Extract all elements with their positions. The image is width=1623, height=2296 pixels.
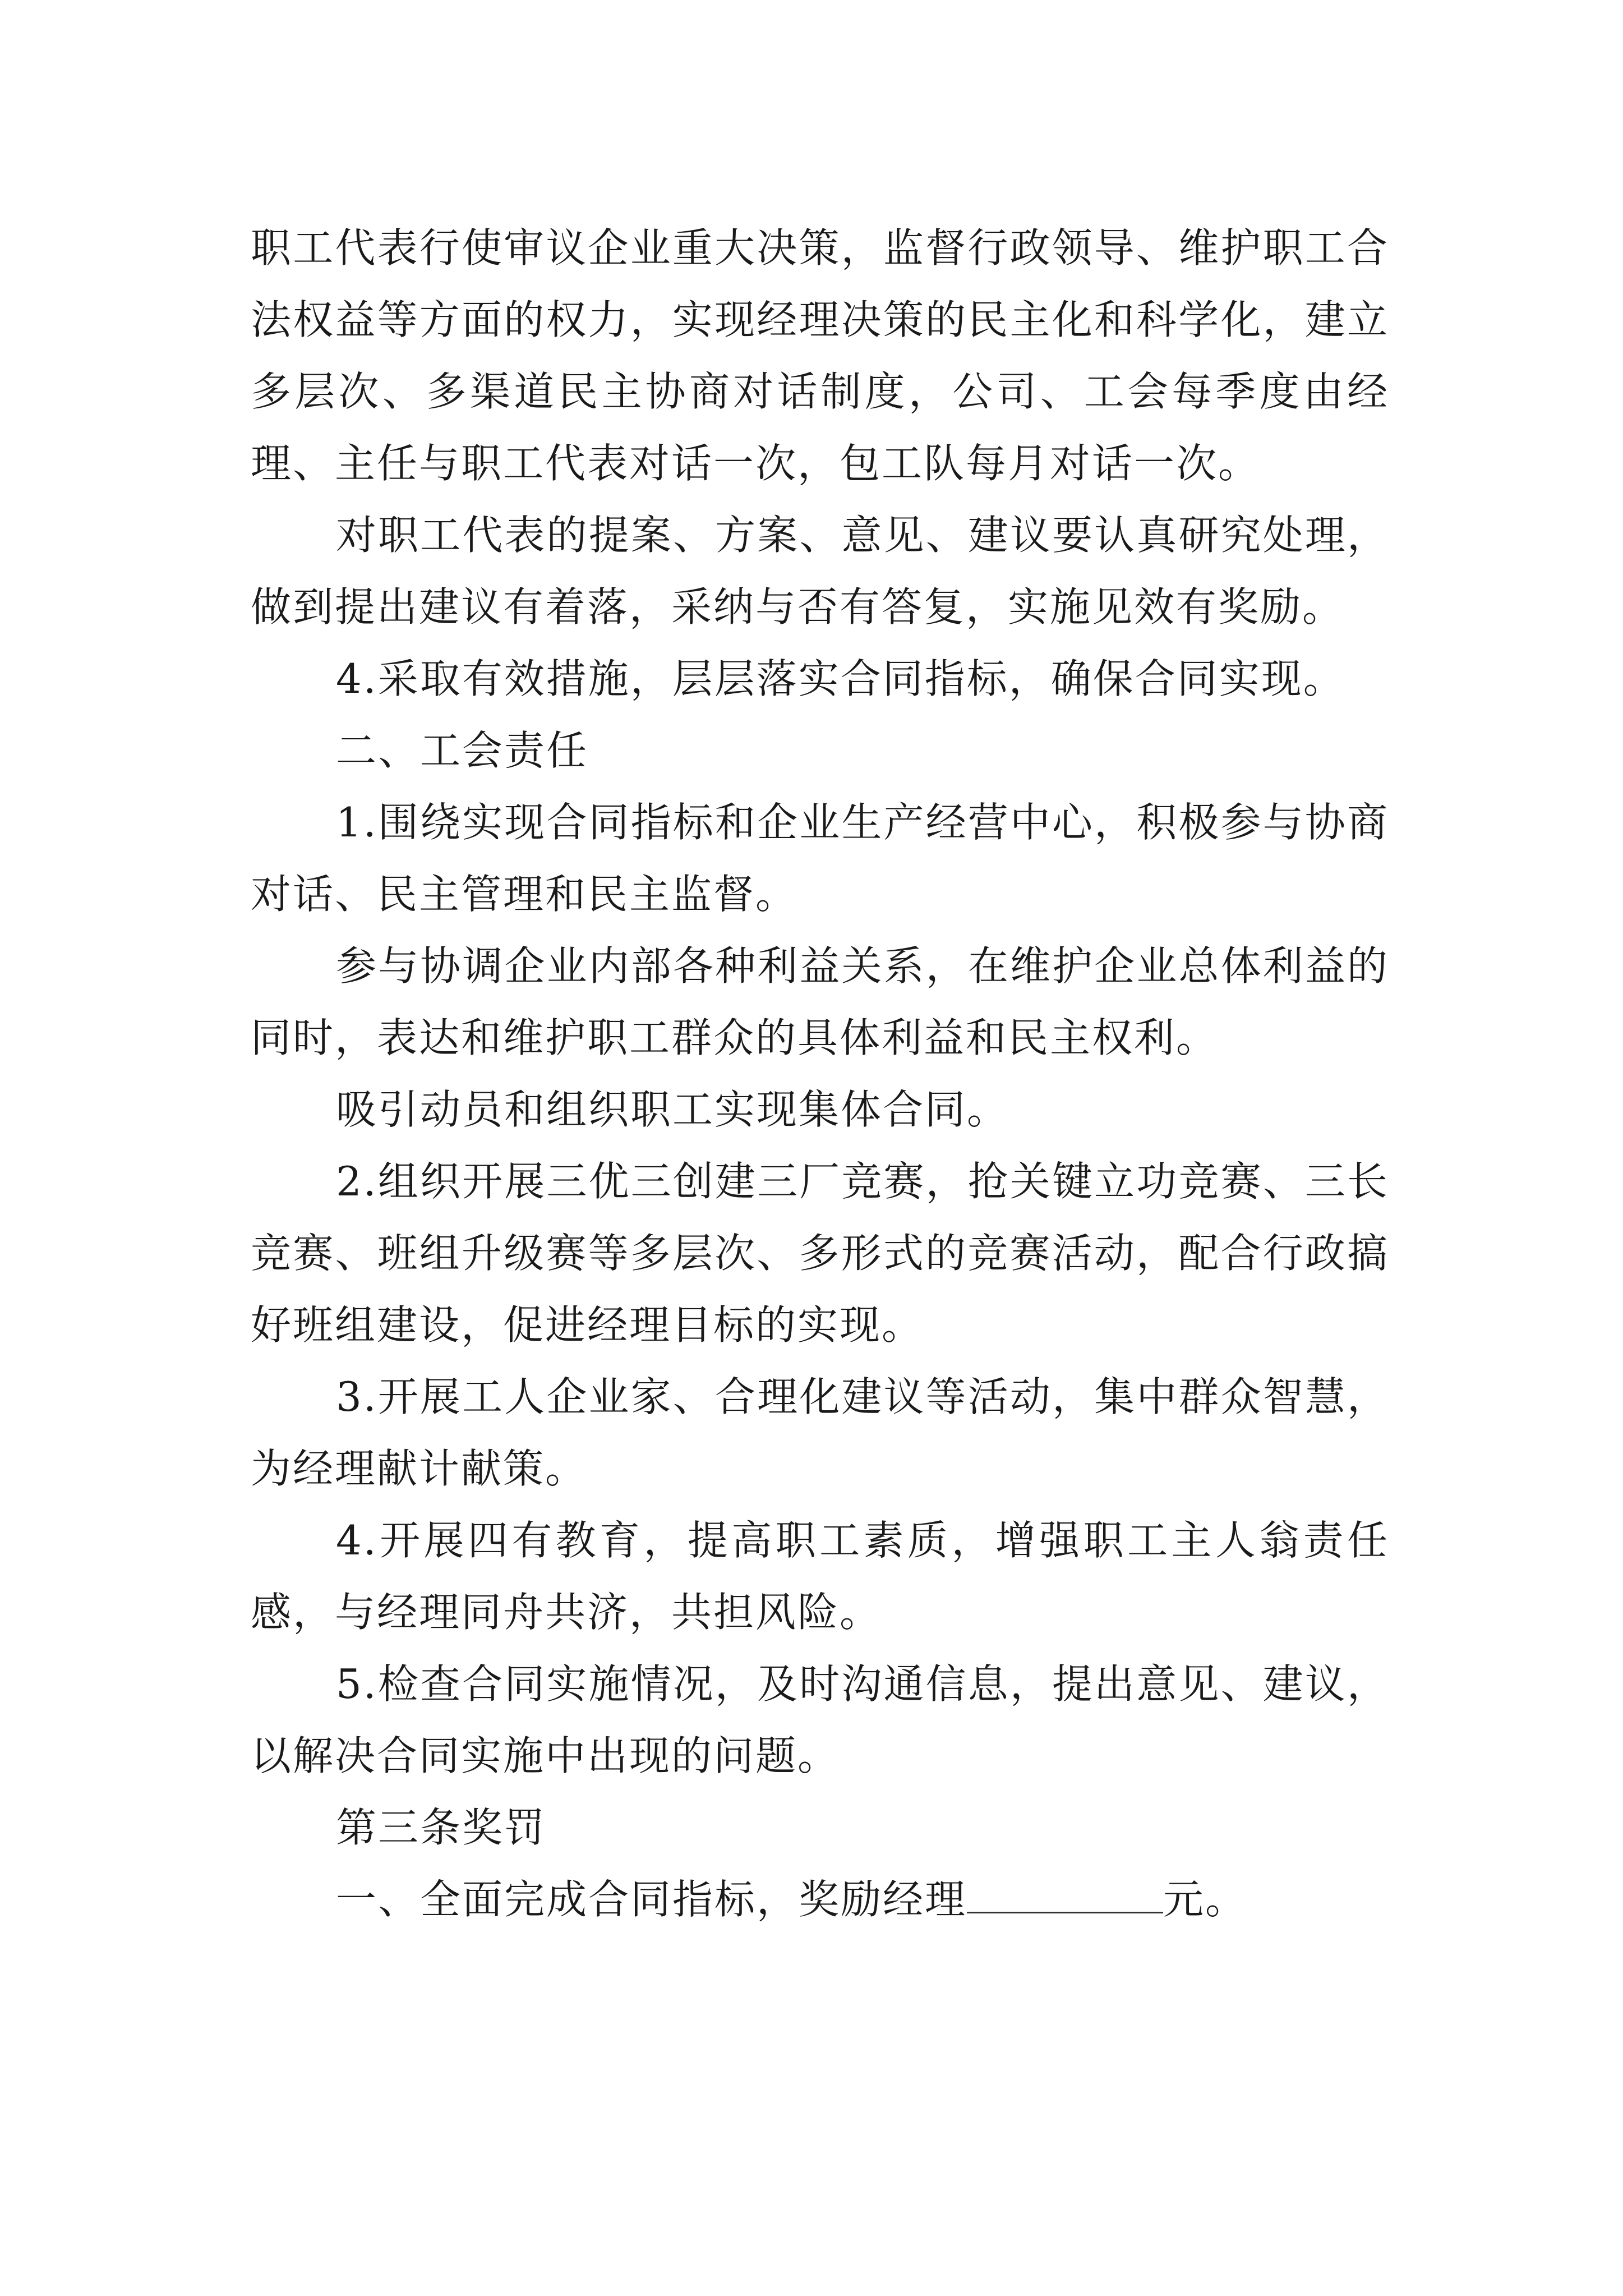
paragraph-reward-clause <box>251 1864 1389 1935</box>
reward-clause-text: 一、全面完成合同指标，奖励经理 <box>336 1876 967 1923</box>
paragraph-interest-coordination: 参与协调企业内部各种利益关系，在维护企业总体利益的同时，表达和维护职工群众的具体利益和民主权利。 <box>251 942 1389 1061</box>
paragraph-item-1-dialogue: 1.围绕实现合同指标和企业生产经营中心，积极参与协商对话、民主管理和民主监督。 <box>251 799 1389 918</box>
section-heading-union-responsibility: 二、工会责任 <box>336 727 589 774</box>
paragraph-representatives-rights: 职工代表行使审议企业重大决策，监督行政领导、维护职工合法权益等方面的权力，实现经理决策的民主化和科学化，建立多层次、多渠道民主协商对话制度，公司、工会每季度由经理、主任与职工代表对话一次，包工队每月对话一次。 <box>251 224 1389 487</box>
reward-clause-unit: 元。 <box>1163 1876 1248 1923</box>
section-heading-article-3-rewards: 第三条奖罚 <box>336 1804 547 1851</box>
paragraph-item-5-inspection: 5.检查合同实施情况，及时沟通信息，提出意见、建议，以解决合同实施中出现的问题。 <box>251 1660 1389 1779</box>
paragraph-mobilize-workers: 吸引动员和组织职工实现集体合同。 <box>336 1086 1009 1133</box>
paragraph-item-3-suggestions: 3.开展工人企业家、合理化建议等活动，集中群众智慧，为经理献计献策。 <box>251 1373 1389 1492</box>
paragraph-item-4-education: 4.开展四有教育，提高职工素质，增强职工主人翁责任感，与经理同舟共济，共担风险。 <box>251 1517 1389 1636</box>
paragraph-item-4-measures: 4.采取有效措施，层层落实合同指标，确保合同实现。 <box>336 655 1345 702</box>
amount-blank-line <box>967 1876 1163 1913</box>
paragraph-item-2-competitions: 2.组织开展三优三创建三厂竞赛，抢关键立功竞赛、三长竞赛、班组升级赛等多层次、多形式的竞赛活动，配合行政搞好班组建设，促进经理目标的实现。 <box>251 1158 1389 1349</box>
paragraph-proposals-handling: 对职工代表的提案、方案、意见、建议要认真研究处理，做到提出建议有着落，采纳与否有答复，实施见效有奖励。 <box>251 512 1389 631</box>
document-page <box>251 212 1389 1935</box>
